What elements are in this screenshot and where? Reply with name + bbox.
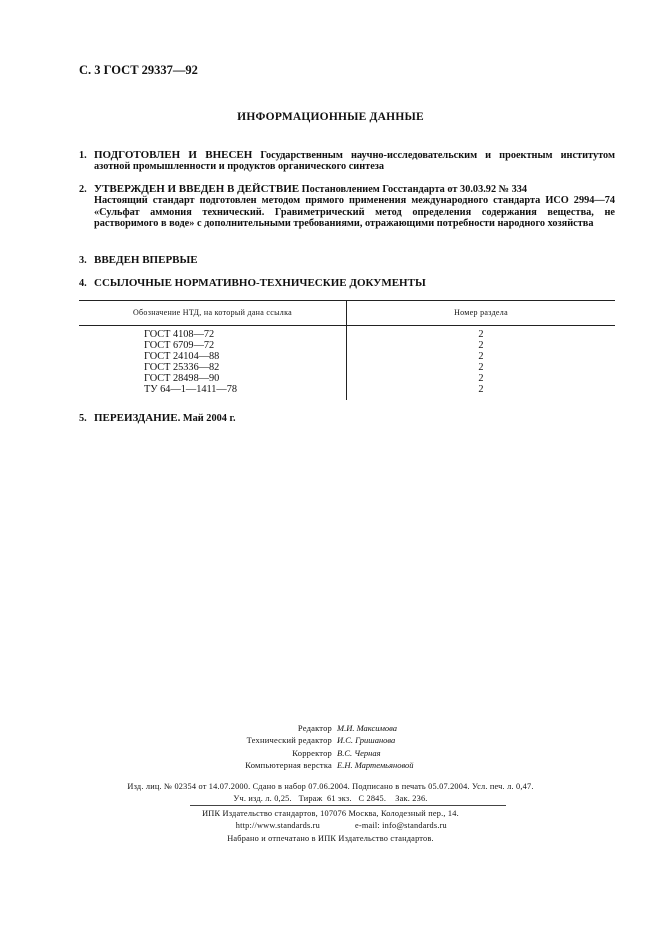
credit-role: Технический редактор (246, 735, 332, 746)
table-row (79, 373, 615, 384)
imprint-line: Изд. лиц. № 02354 от 14.07.2000. Сдано в набор 07.06.2004. Подписано в печать 05.07.2004. Усл. печ. л. 0,47. (127, 782, 534, 791)
table-row (79, 340, 615, 351)
section-number: 5. (79, 413, 87, 424)
publisher-print-note: Набрано и отпечатано в ИПК Издательство стандартов. (227, 833, 434, 843)
reference-table (79, 300, 615, 395)
credit-role: Корректор (292, 747, 332, 758)
column-header-section: Номер раздела (454, 308, 508, 317)
column-header-document: Обозначение НТД, на который дана ссылка (132, 308, 293, 317)
publisher-address: ИПК Издательство стандартов, 107076 Москва, Колодезный пер., 14. (202, 809, 459, 818)
section-1 (79, 150, 615, 173)
credit-role: Редактор (297, 723, 332, 733)
credit-name: М.И. Максимова (337, 723, 398, 733)
table-row (79, 329, 615, 340)
section-cell: 2 (478, 351, 484, 362)
section-heading: ВВЕДЕН ВПЕРВЫЕ (94, 254, 198, 266)
document-cell: ТУ 64—1—1411—78 (144, 384, 237, 395)
section-cell: 2 (478, 384, 484, 395)
section-5 (79, 413, 615, 424)
credit-role: Компьютерная верстка (245, 759, 332, 770)
section-number: 4. (79, 278, 87, 289)
section-heading: ПЕРЕИЗДАНИЕ. (94, 412, 181, 424)
credit-line (0, 722, 661, 734)
publisher-block (0, 808, 661, 845)
section-text: Май 2004 г. (180, 413, 236, 424)
credit-name: Е.Н. Мартемьяновой (337, 759, 414, 770)
section-heading: ССЫЛОЧНЫЕ НОРМАТИВНО-ТЕХНИЧЕСКИЕ ДОКУМЕНТЫ (94, 277, 426, 289)
section-cell: 2 (478, 340, 484, 351)
publisher-website: http://www.standards.ru (235, 821, 320, 831)
section-cell: 2 (478, 362, 484, 373)
credit-line (0, 747, 661, 759)
section-cell: 2 (478, 373, 484, 384)
section-4 (79, 278, 615, 289)
document-cell: ГОСТ 25336—82 (144, 362, 220, 373)
table-row (79, 351, 615, 362)
document-cell: ГОСТ 28498—90 (144, 373, 220, 384)
section-text: Постановлением Госстандарта от 30.03.92 № 334 (299, 184, 528, 195)
section-2 (79, 184, 615, 230)
publisher-contacts (0, 820, 661, 832)
credit-name: В.С. Черная (337, 747, 381, 758)
page-header: С. 3 ГОСТ 29337—92 (79, 63, 198, 77)
document-cell: ГОСТ 6709—72 (144, 340, 215, 351)
section-number: 3. (79, 255, 87, 266)
section-text-continued: Настоящий стандарт подготовлен методом прямого применения международного стандарта ИСО 2994—74 «Сульфат аммония технический. Гравиметрический метод определения содержания вещества, не растворимого в воде» с дополнительными требованиями, отражающими потребности народного хозяйства (94, 195, 615, 230)
document-cell: ГОСТ 4108—72 (144, 329, 215, 340)
divider-rule (190, 805, 506, 806)
section-heading: ПОДГОТОВЛЕН И ВНЕСЕН (94, 149, 253, 161)
credit-line (0, 759, 661, 771)
section-cell: 2 (478, 329, 484, 340)
section-number: 2. (79, 184, 87, 195)
section-3 (79, 255, 615, 266)
section-text: Государственным научно-исследовательским и проектным институтом азотной промышленности и продуктов органического синтеза (94, 150, 615, 173)
section-number: 1. (79, 150, 87, 161)
credit-name: И.С. Гришанова (337, 735, 396, 746)
page-title: ИНФОРМАЦИОННЫЕ ДАННЫЕ (237, 111, 424, 123)
section-heading: УТВЕРЖДЕН И ВВЕДЕН В ДЕЙСТВИЕ (94, 183, 300, 195)
table-row (79, 362, 615, 373)
publisher-email: e-mail: info@standards.ru (355, 821, 447, 831)
imprint-line: Уч. изд. л. 0,25. Тираж 61 экз. С 2845. Зак. 236. (233, 794, 428, 804)
table-row (79, 384, 615, 395)
credits-block (0, 722, 661, 771)
credit-line (0, 734, 661, 746)
table-header (79, 300, 615, 326)
document-cell: ГОСТ 24104—88 (144, 351, 220, 362)
imprint-block (0, 781, 661, 806)
